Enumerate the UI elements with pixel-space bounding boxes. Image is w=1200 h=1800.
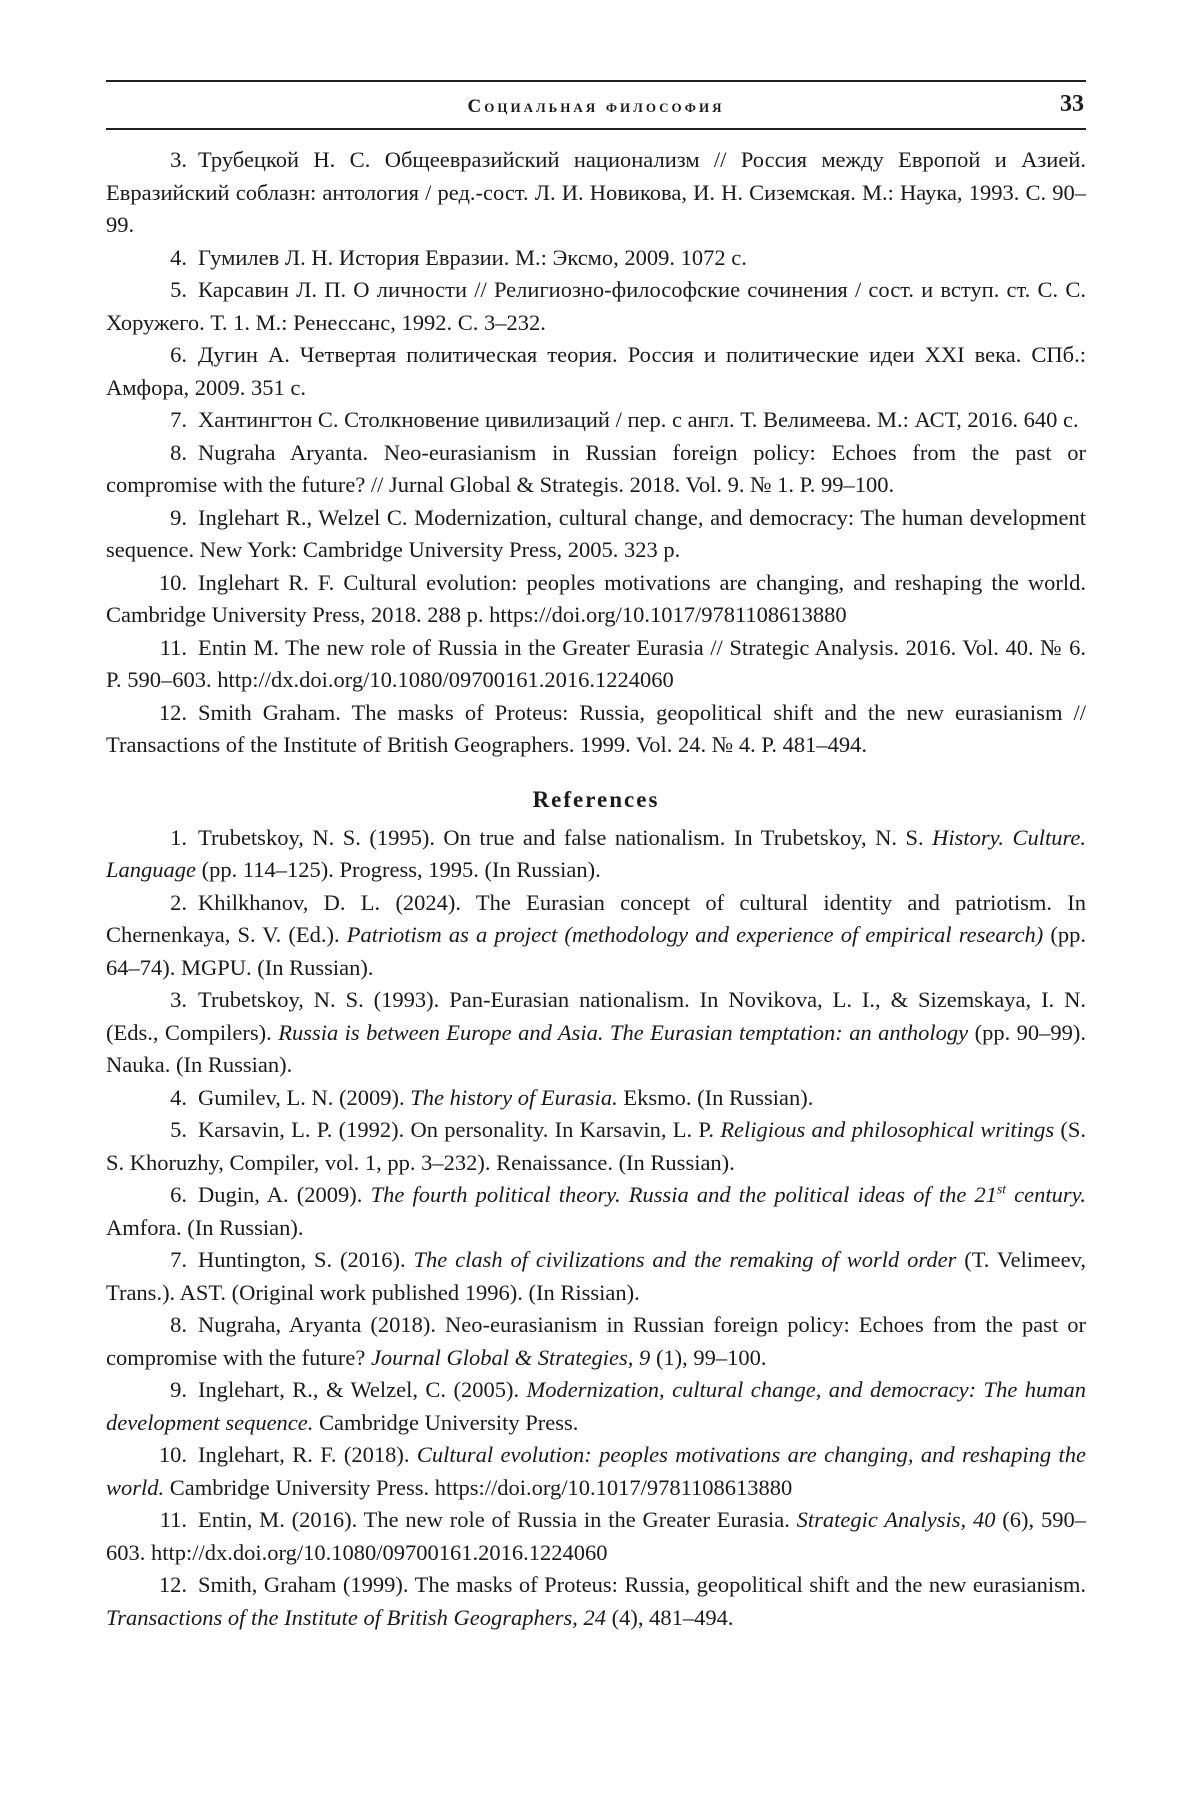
reference-item	[106, 822, 1086, 887]
english-reference-list	[106, 822, 1086, 1635]
references-heading: References	[106, 784, 1086, 816]
reference-item	[106, 242, 1086, 275]
journal-page	[106, 80, 1086, 1634]
reference-item	[106, 567, 1086, 632]
reference-text: Trubetskoy, N. S. (1993). Pan-Eurasian nationalism. In Novikova, L. I., & Sizemskaya, I. N. (Eds., Compilers).	[106, 987, 1086, 1045]
reference-number: 5.	[154, 1114, 187, 1147]
reference-text: Amfora. (In Russian).	[106, 1215, 303, 1240]
reference-number: 10.	[154, 1439, 187, 1472]
reference-number: 11.	[154, 632, 187, 665]
reference-text: Gumilev, L. N. (2009).	[198, 1085, 410, 1110]
reference-text: Huntington, S. (2016).	[198, 1247, 413, 1272]
reference-item	[106, 984, 1086, 1082]
reference-text: Хантингтон С. Столкновение цивилизаций / пер. с англ. Т. Велимеева. М.: АСТ, 2016. 640 с.	[198, 407, 1079, 432]
reference-title: Patriotism as a project (methodology and experience of empirical research)	[347, 922, 1043, 947]
reference-text: Inglehart R., Welzel C. Modernization, cultural change, and democracy: The human development sequence. New York: Cambridge University Press, 2005. 323 p.	[106, 505, 1086, 563]
reference-text: Inglehart R. F. Cultural evolution: peoples motivations are changing, and reshaping the world. Cambridge University Press, 2018. 288 p. https://doi.org/10.1017/9781108613880	[106, 570, 1086, 628]
reference-text: (pp. 90–99). Nauka. (In Russian).	[106, 1020, 1086, 1078]
reference-number: 9.	[154, 1374, 187, 1407]
reference-title: Religious and philosophical writings	[720, 1117, 1054, 1142]
reference-item	[106, 437, 1086, 502]
reference-text: (pp. 114–125). Progress, 1995. (In Russian).	[196, 857, 601, 882]
reference-text: (T. Velimeev, Trans.). AST. (Original work published 1996). (In Rissian).	[106, 1247, 1086, 1305]
reference-text: (4), 481–494.	[606, 1605, 734, 1630]
reference-text: Karsavin, L. P. (1992). On personality. In Karsavin, L. P.	[198, 1117, 720, 1142]
reference-text: Khilkhanov, D. L. (2024). The Eurasian concept of cultural identity and patriotism. In Chernenkaya, S. V. (Ed.).	[106, 890, 1086, 948]
reference-item	[106, 1179, 1086, 1244]
reference-number: 8.	[154, 437, 187, 470]
reference-number: 4.	[154, 1082, 187, 1115]
reference-item	[106, 1082, 1086, 1115]
reference-title: Transactions of the Institute of British Geographers	[106, 1605, 572, 1630]
reference-item	[106, 1114, 1086, 1179]
reference-item	[106, 339, 1086, 404]
reference-text: Dugin, A. (2009).	[198, 1182, 371, 1207]
reference-item	[106, 1309, 1086, 1374]
reference-item	[106, 1244, 1086, 1309]
reference-item	[106, 274, 1086, 339]
reference-text: Entin, M. (2016). The new role of Russia in the Greater Eurasia.	[198, 1507, 797, 1532]
section-title: Социальная философия	[106, 91, 1086, 124]
reference-item	[106, 887, 1086, 985]
reference-text: Inglehart, R., & Welzel, C. (2005).	[198, 1377, 527, 1402]
reference-number: 8.	[154, 1309, 187, 1342]
russian-reference-list	[106, 144, 1086, 762]
reference-number: 3.	[154, 984, 187, 1017]
reference-number: 7.	[154, 1244, 187, 1277]
reference-number: 10.	[154, 567, 187, 600]
reference-title	[371, 1182, 1086, 1207]
reference-number: 12.	[154, 1569, 187, 1602]
reference-text: Cambridge University Press. https://doi.org/10.1017/9781108613880	[164, 1475, 792, 1500]
reference-title: History. Culture. Language	[106, 825, 1086, 883]
reference-text: (pp. 64–74). MGPU. (In Russian).	[106, 922, 1086, 980]
reference-volume: 24	[584, 1605, 607, 1630]
reference-text: Eksmo. (In Russian).	[618, 1085, 814, 1110]
reference-text: Inglehart, R. F. (2018).	[198, 1442, 417, 1467]
reference-number: 3.	[154, 144, 187, 177]
reference-text: ,	[572, 1605, 583, 1630]
reference-number: 9.	[154, 502, 187, 535]
reference-text: Entin M. The new role of Russia in the Greater Eurasia // Strategic Analysis. 2016. Vol. 40. № 6. P. 590–603. http://dx.doi.org/10.1080/09700161.2016.1224060	[106, 635, 1086, 693]
reference-number: 4.	[154, 242, 187, 275]
reference-number: 7.	[154, 404, 187, 437]
reference-number: 11.	[154, 1504, 187, 1537]
reference-title: Russia is between Europe and Asia. The Eurasian temptation: an anthology	[278, 1020, 968, 1045]
reference-title: Strategic Analysis, 40	[797, 1507, 996, 1532]
reference-title: Journal Global & Strategies, 9	[371, 1345, 650, 1370]
reference-number: 6.	[154, 339, 187, 372]
reference-title: The history of Eurasia.	[410, 1085, 618, 1110]
reference-text: (1), 99–100.	[650, 1345, 766, 1370]
reference-number: 6.	[154, 1179, 187, 1212]
reference-text: Nugraha Aryanta. Neo-eurasianism in Russian foreign policy: Echoes from the past or compromise with the future? // Jurnal Global & Strategis. 2018. Vol. 9. № 1. P. 99–100.	[106, 440, 1086, 498]
reference-title-part: The fourth political theory. Russia and the political ideas of the 21	[371, 1182, 997, 1207]
reference-item	[106, 1504, 1086, 1569]
reference-item	[106, 697, 1086, 762]
page-number: 33	[1060, 88, 1084, 121]
reference-text: Гумилев Л. Н. История Евразии. М.: Эксмо, 2009. 1072 с.	[198, 245, 747, 270]
reference-item	[106, 502, 1086, 567]
reference-item	[106, 144, 1086, 242]
ordinal-suffix: st	[997, 1182, 1006, 1197]
reference-item	[106, 632, 1086, 697]
reference-text: Карсавин Л. П. О личности // Религиозно-философские сочинения / сост. и вступ. ст. С. С. Хоружего. Т. 1. М.: Ренессанс, 1992. С. 3–232.	[106, 277, 1086, 335]
reference-text: Nugraha, Aryanta (2018). Neo-eurasianism in Russian foreign policy: Echoes from the past or compromise with the future?	[106, 1312, 1086, 1370]
running-header	[106, 80, 1086, 130]
reference-text: (S. S. Khoruzhy, Compiler, vol. 1, pp. 3–232). Renaissance. (In Russian).	[106, 1117, 1086, 1175]
reference-text: Trubetskoy, N. S. (1995). On true and false nationalism. In Trubetskoy, N. S.	[198, 825, 932, 850]
reference-title-part: century.	[1006, 1182, 1086, 1207]
reference-number: 5.	[154, 274, 187, 307]
reference-text: Smith, Graham (1999). The masks of Proteus: Russia, geopolitical shift and the new eurasianism.	[198, 1572, 1086, 1597]
reference-item	[106, 404, 1086, 437]
reference-text: (6), 590–603. http://dx.doi.org/10.1080/09700161.2016.1224060	[106, 1507, 1086, 1565]
reference-number: 2.	[154, 887, 187, 920]
reference-text: Cambridge University Press.	[313, 1410, 578, 1435]
reference-item	[106, 1439, 1086, 1504]
reference-text: Трубецкой Н. С. Общеевразийский национализм // Россия между Европой и Азией. Евразийский соблазн: антология / ред.-сост. Л. И. Новикова, И. Н. Сиземская. М.: Наука, 1993. С. 90–99.	[106, 147, 1086, 237]
reference-number: 12.	[154, 697, 187, 730]
reference-text: Smith Graham. The masks of Proteus: Russia, geopolitical shift and the new eurasianism // Transactions of the Institute of British Geographers. 1999. Vol. 24. № 4. P. 481–494.	[106, 700, 1086, 758]
reference-text: Дугин А. Четвертая политическая теория. Россия и политические идеи XXI века. СПб.: Амфора, 2009. 351 с.	[106, 342, 1086, 400]
reference-number: 1.	[154, 822, 187, 855]
reference-item	[106, 1569, 1086, 1634]
reference-title: Cultural evolution: peoples motivations are changing, and reshaping the world.	[106, 1442, 1086, 1500]
reference-title: Modernization, cultural change, and democracy: The human development sequence.	[106, 1377, 1086, 1435]
reference-title: The clash of civilizations and the remaking of world order	[413, 1247, 956, 1272]
reference-item	[106, 1374, 1086, 1439]
